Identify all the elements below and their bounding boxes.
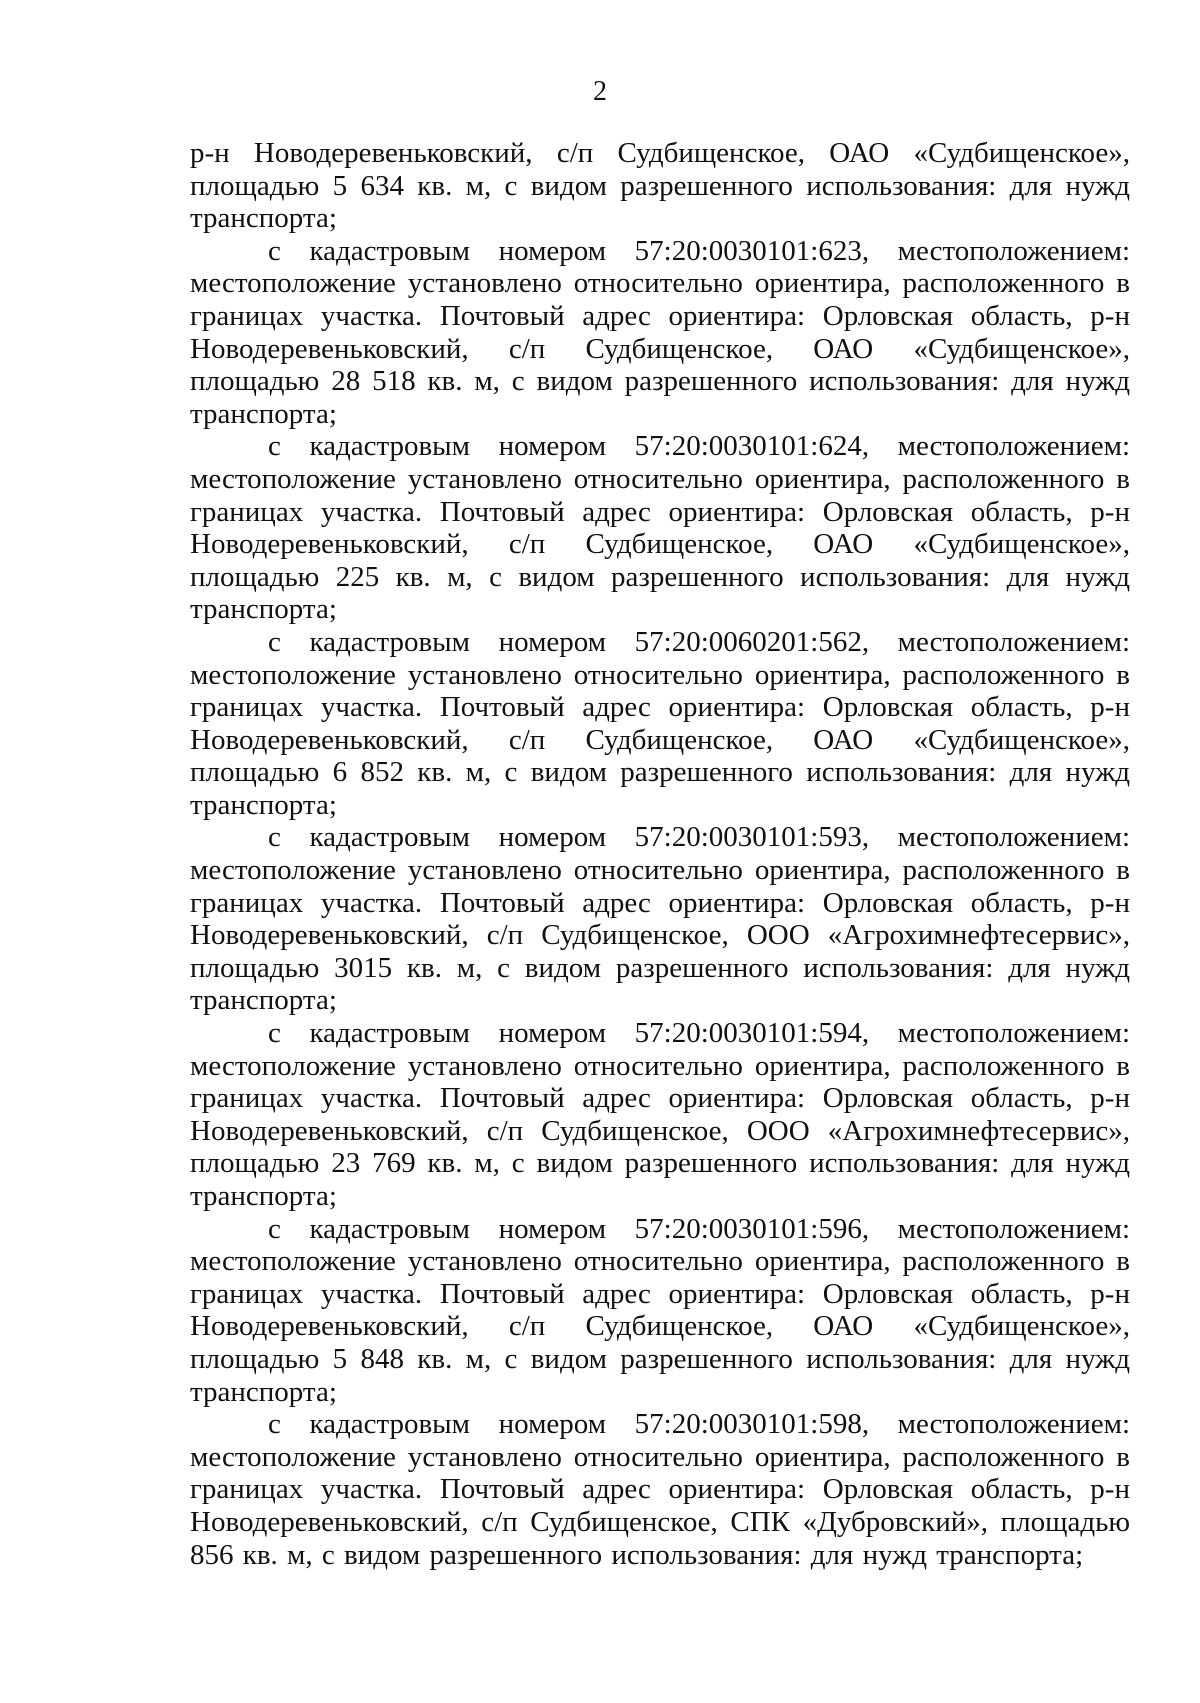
page-number: 2 bbox=[593, 76, 607, 107]
parcel-paragraph-598: с кадастровым номером 57:20:0030101:598, местоположением: местоположение установлено относительно ориентира, расположенного в границах участка. Почтовый адрес ориентира: Орловская область, р-н Новодеревеньковский, с/п Судбищенское, СПК «Дубровский», площадью 856 кв. м, с видом разрешенного использования: для нужд транспорта; bbox=[190, 1408, 1130, 1571]
continuation-paragraph: р-н Новодеревеньковский, с/п Судбищенское, ОАО «Судбищенское», площадью 5 634 кв. м, с видом разрешенного использования: для нужд транспорта; bbox=[190, 137, 1130, 235]
parcel-paragraph-596: с кадастровым номером 57:20:0030101:596, местоположением: местоположение установлено относительно ориентира, расположенного в границах участка. Почтовый адрес ориентира: Орловская область, р-н Новодеревеньковский, с/п Судбищенское, ОАО «Судбищенское», площадью 5 848 кв. м, с видом разрешенного использования: для нужд транспорта; bbox=[190, 1212, 1130, 1408]
parcel-paragraph-562: с кадастровым номером 57:20:0060201:562, местоположением: местоположение установлено относительно ориентира, расположенного в границах участка. Почтовый адрес ориентира: Орловская область, р-н Новодеревеньковский, с/п Судбищенское, ОАО «Судбищенское», площадью 6 852 кв. м, с видом разрешенного использования: для нужд транспорта; bbox=[190, 625, 1130, 821]
parcel-paragraph-624: с кадастровым номером 57:20:0030101:624, местоположением: местоположение установлено относительно ориентира, расположенного в границах участка. Почтовый адрес ориентира: Орловская область, р-н Новодеревеньковский, с/п Судбищенское, ОАО «Судбищенское», площадью 225 кв. м, с видом разрешенного использования: для нужд транспорта; bbox=[190, 430, 1130, 626]
parcel-paragraph-623: с кадастровым номером 57:20:0030101:623, местоположением: местоположение установлено относительно ориентира, расположенного в границах участка. Почтовый адрес ориентира: Орловская область, р-н Новодеревеньковский, с/п Судбищенское, ОАО «Судбищенское», площадью 28 518 кв. м, с видом разрешенного использования: для нужд транспорта; bbox=[190, 234, 1130, 430]
document-body bbox=[190, 137, 1130, 1571]
parcel-paragraph-594: с кадастровым номером 57:20:0030101:594, местоположением: местоположение установлено относительно ориентира, расположенного в границах участка. Почтовый адрес ориентира: Орловская область, р-н Новодеревеньковский, с/п Судбищенское, ООО «Агрохимнефтесервис», площадью 23 769 кв. м, с видом разрешенного использования: для нужд транспорта; bbox=[190, 1017, 1130, 1212]
parcel-paragraph-593: с кадастровым номером 57:20:0030101:593, местоположением: местоположение установлено относительно ориентира, расположенного в границах участка. Почтовый адрес ориентира: Орловская область, р-н Новодеревеньковский, с/п Судбищенское, ООО «Агрохимнефтесервис», площадью 3015 кв. м, с видом разрешенного использования: для нужд транспорта; bbox=[190, 821, 1130, 1017]
